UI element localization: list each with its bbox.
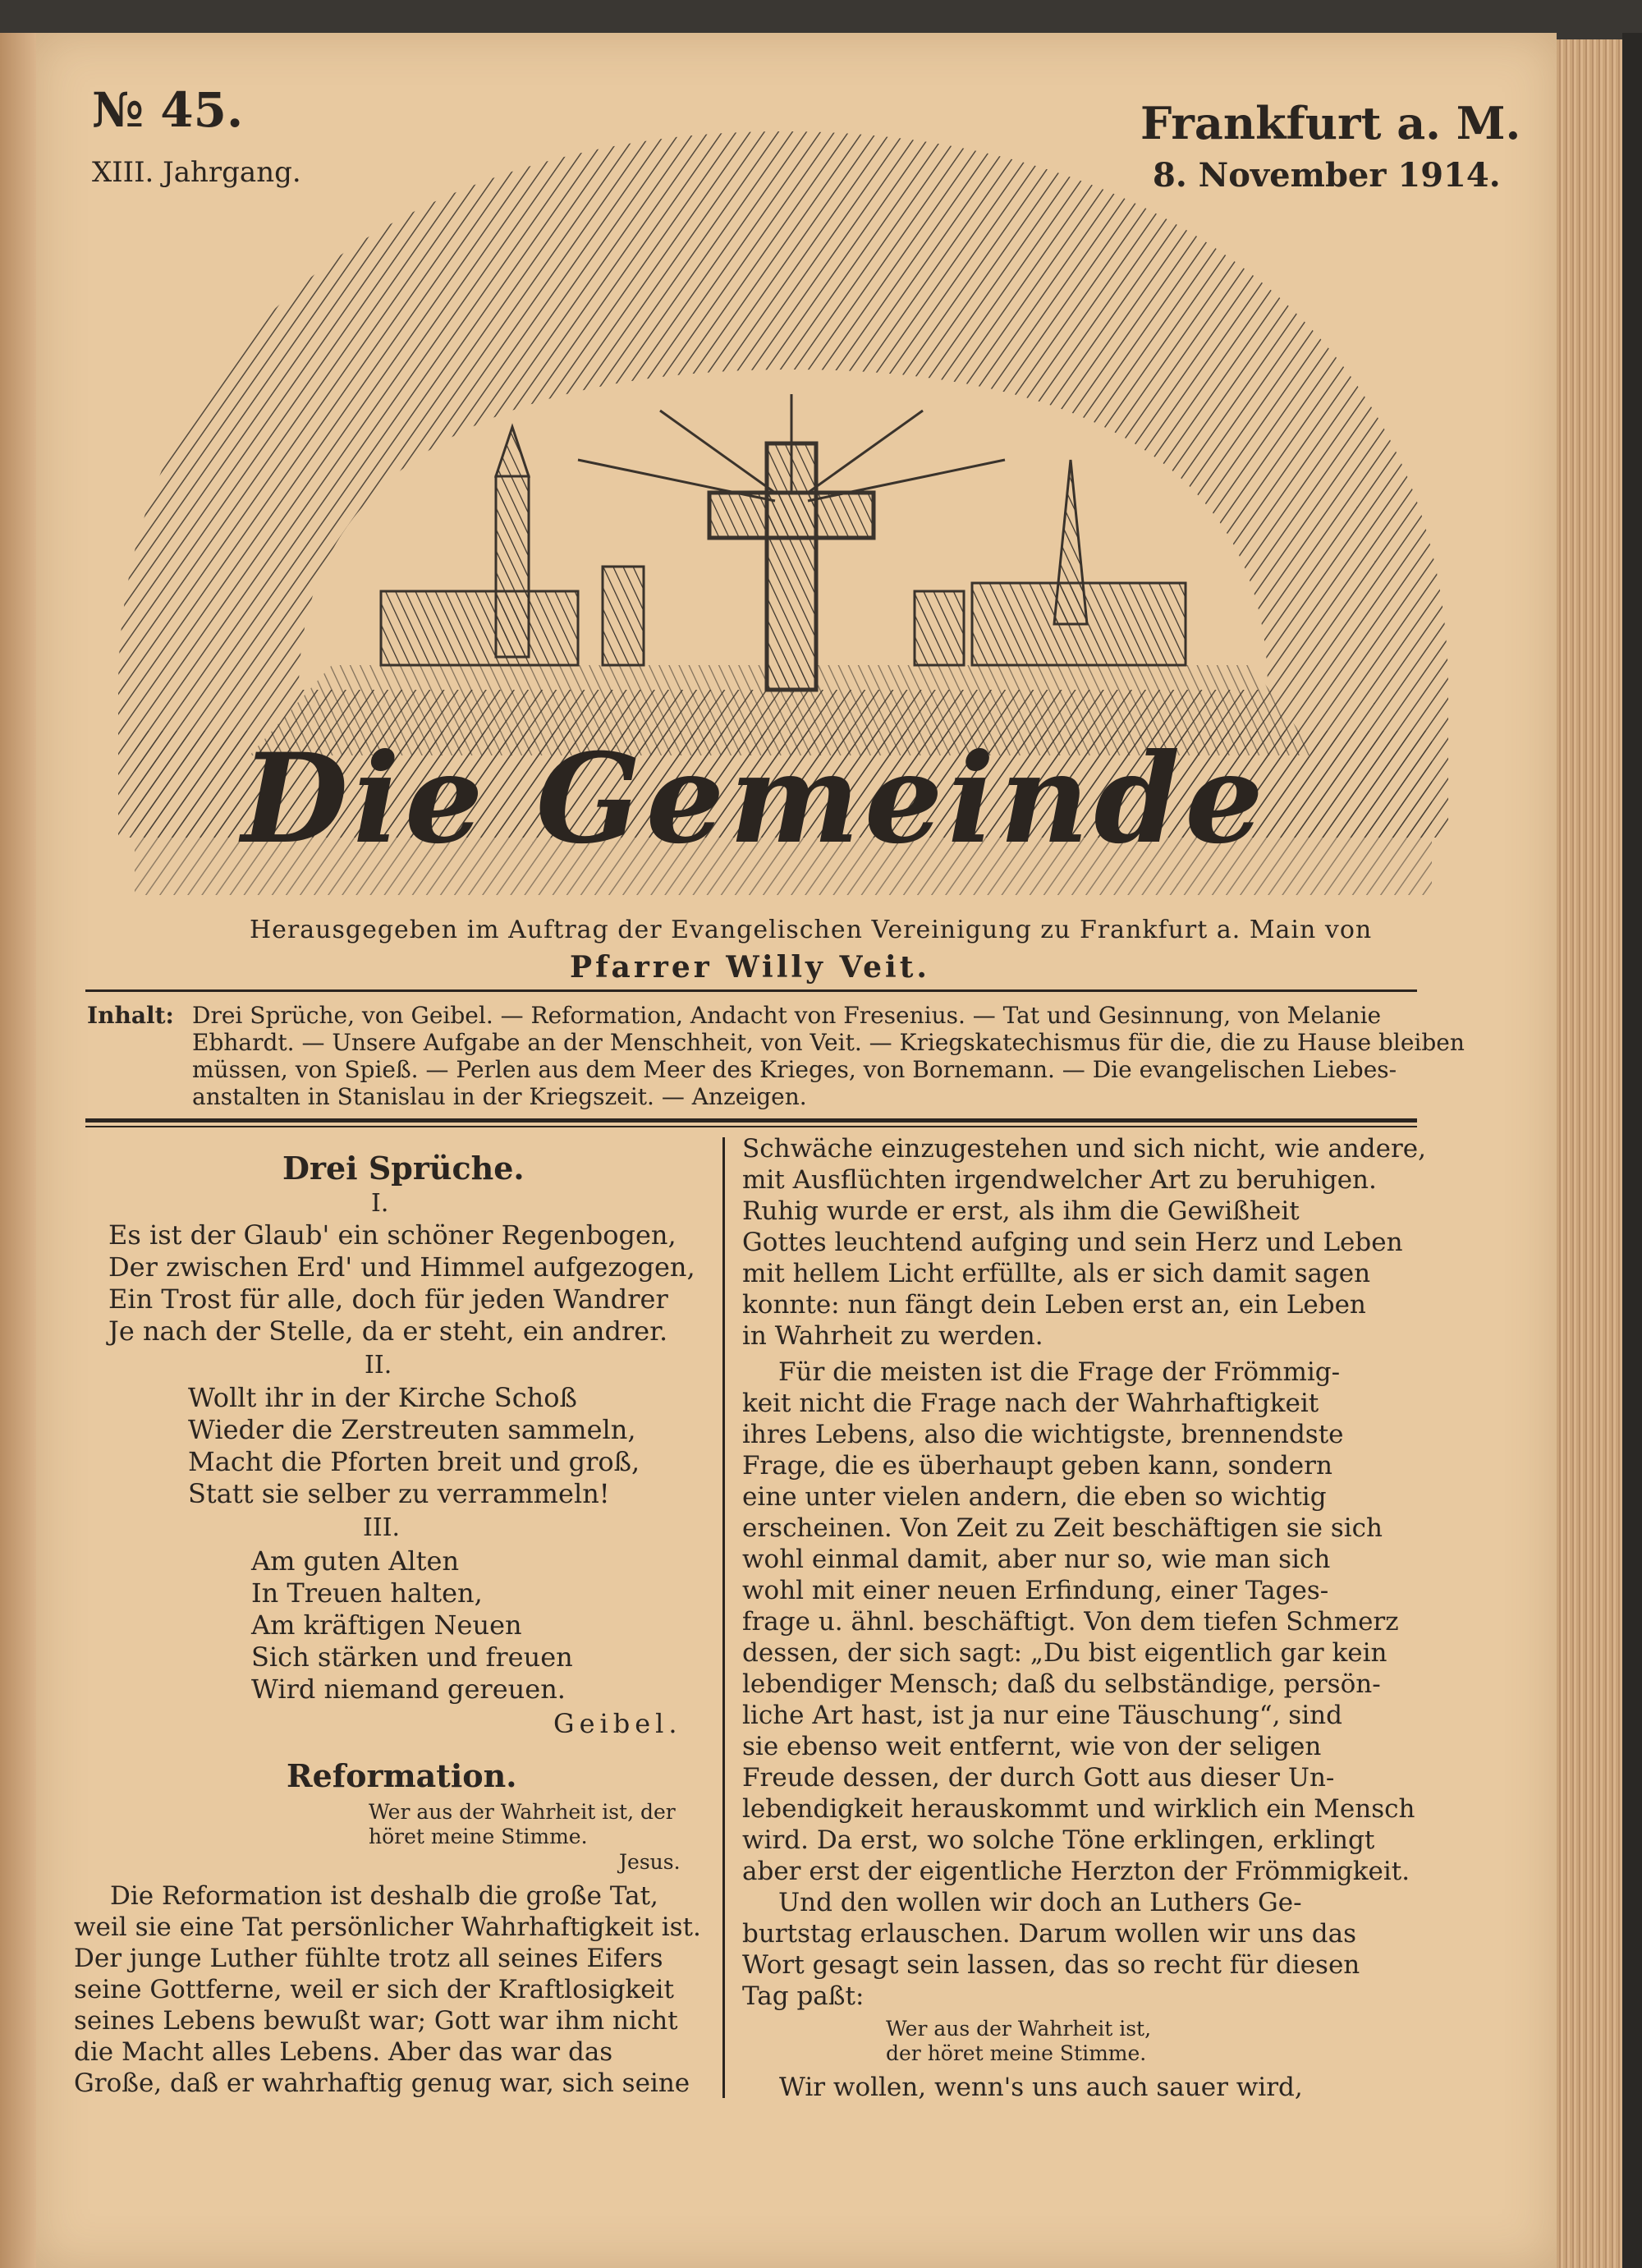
poem-author: Geibel. [553,1708,682,1739]
rule-double-2 [85,1126,1417,1127]
rule-double-1 [85,1118,1417,1123]
poem-line: Wollt ihr in der Kirche Schoß [188,1382,577,1413]
poem-line: Macht die Pforten breit und groß, [188,1446,640,1477]
text-line: Wort gesagt sein lassen, das so recht für diesen [742,1950,1360,1980]
text-line: dessen, der sich sagt: „Du bist eigentlich gar kein [742,1638,1387,1668]
text-line: wohl einmal damit, aber nur so, wie man sich [742,1545,1331,1574]
poem-line: Wieder die Zerstreuten sammeln, [188,1414,636,1445]
text-line: Schwäche einzugestehen und sich nicht, wie andere, [742,1134,1426,1164]
text-line: aber erst der eigentliche Herzton der Frömmigkeit. [742,1857,1410,1886]
contents-line: anstalten in Stanislau in der Kriegszeit. — Anzeigen. [192,1083,807,1110]
poem-line: Der zwischen Erd' und Himmel aufgezogen, [108,1251,695,1283]
column-divider [722,1137,725,2098]
text-line: Frage, die es überhaupt geben kann, sondern [742,1451,1332,1481]
text-line: Für die meisten ist die Frage der Frömmig- [778,1357,1341,1387]
text-line: Die Reformation ist deshalb die große Tat, [110,1881,658,1911]
poem-line: Am guten Alten [251,1545,460,1577]
last-line: Wir wollen, wenn's uns auch sauer wird, [779,2073,1303,2102]
text-line: ihres Lebens, also die wichtigste, brennendste [742,1420,1344,1449]
reformation-title: Reformation. [287,1757,517,1794]
text-line: in Wahrheit zu werden. [742,1321,1043,1351]
reformation-right-para-2 [742,1357,1415,1887]
text-line: Ruhig wurde er erst, als ihm die Gewißheit [742,1196,1300,1226]
page-stack-edges [1557,39,1622,2268]
poem-stanza-3 [251,1545,573,1706]
text-line: liche Art hast, ist ja nur eine Täuschung“, sind [742,1701,1342,1730]
poem-stanza-2 [188,1382,640,1510]
quote-line: der höret meine Stimme. [886,2041,1147,2065]
poem-stanza-1 [108,1219,695,1347]
text-line: burtstag erlauschen. Darum wollen wir uns das [742,1919,1357,1949]
text-line: seines Lebens bewußt war; Gott war ihm nicht [74,2006,678,2036]
text-line: Und den wollen wir doch an Luthers Ge- [778,1888,1302,1917]
masthead-title: Die Gemeinde [241,727,1268,871]
poem-line: Statt sie selber zu verrammeln! [188,1478,610,1509]
text-line: die Macht alles Lebens. Aber das war das [74,2037,613,2067]
issue-number: № 45. [92,82,244,138]
text-line: erscheinen. Von Zeit zu Zeit beschäftigen sie sich [742,1513,1383,1543]
text-line: seine Gottferne, weil er sich der Kraftlosigkeit [74,1975,674,2004]
epigraph-source: Jesus. [619,1850,681,1874]
poem-numeral-3: III. [363,1513,401,1542]
quote-block [886,2017,1151,2066]
text-line: mit hellem Licht erfüllte, als er sich damit sagen [742,1259,1371,1288]
newspaper-page [36,33,1557,2268]
text-line: Gottes leuchtend aufging und sein Herz und Leben [742,1228,1403,1257]
text-line: wohl mit einer neuen Erfindung, einer Tages- [742,1576,1329,1605]
text-line: Der junge Luther fühlte trotz all seines Eifers [74,1944,663,1973]
text-line: mit Ausflüchten irgendwelcher Art zu beruhigen. [742,1165,1377,1195]
text-line: sie ebenso weit entfernt, wie von der seligen [742,1732,1322,1761]
contents-line: Ebhardt. — Unsere Aufgabe an der Menschheit, von Veit. — Kriegskatechismus für die, die zu Hause bleiben [192,1029,1465,1056]
text-line: keit nicht die Frage nach der Wahrhaftigkeit [742,1389,1319,1418]
publisher-line: Herausgegeben im Auftrag der Evangelischen Vereinigung zu Frankfurt a. Main von [250,916,1373,944]
reformation-right-para-3 [742,1887,1360,2012]
text-line: eine unter vielen andern, die eben so wichtig [742,1482,1327,1512]
quote-line: Wer aus der Wahrheit ist, [886,2017,1152,2041]
city-label: Frankfurt a. M. [1140,97,1521,149]
text-line: konnte: nun fängt dein Leben erst an, ein Leben [742,1290,1366,1320]
rule-top [85,989,1417,992]
contents-line: Drei Sprüche, von Geibel. — Reformation, Andacht von Fresenius. — Tat und Gesinnung, von Melanie [192,1002,1382,1029]
poem-line: Sich stärken und freuen [251,1641,573,1673]
poem-line: Es ist der Glaub' ein schöner Regenbogen, [108,1219,677,1251]
volume-label: XIII. Jahrgang. [92,156,301,189]
text-line: Große, daß er wahrhaftig genug war, sich seine [74,2068,690,2098]
epigraph-line: Wer aus der Wahrheit ist, der [369,1800,676,1824]
contents-label: Inhalt: [87,1002,174,1029]
poem-numeral-1: I. [371,1189,389,1218]
epigraph [369,1800,676,1849]
text-line: Freude dessen, der durch Gott aus dieser Un- [742,1763,1335,1793]
poem-line: Am kräftigen Neuen [251,1609,522,1641]
reformation-right-para-1 [742,1133,1426,1352]
poem-line: Je nach der Stelle, da er steht, ein andrer. [108,1315,668,1347]
contents-list [192,1002,1465,1110]
text-line: lebendiger Mensch; daß du selbständige, persön- [742,1669,1381,1699]
poem-title: Drei Sprüche. [282,1150,525,1187]
poem-line: In Treuen halten, [251,1577,483,1609]
book-spine [1622,33,1642,2268]
poem-line: Wird niemand gereuen. [251,1673,566,1705]
contents-line: müssen, von Spieß. — Perlen aus dem Meer des Krieges, von Bornemann. — Die evangelischen Liebes- [192,1056,1397,1083]
facing-page-edge [0,33,36,2268]
text-line: wird. Da erst, wo solche Töne erklingen, erklingt [742,1825,1375,1855]
text-line: weil sie eine Tat persönlicher Wahrhaftigkeit ist. [74,1912,701,1942]
poem-line: Ein Trost für alle, doch für jeden Wandrer [108,1283,668,1315]
date-label: 8. November 1914. [1153,156,1501,195]
text-line: Tag paßt: [742,1981,865,2011]
editor-name: Pfarrer Willy Veit. [570,950,930,985]
text-line: lebendigkeit herauskommt und wirklich ein Mensch [742,1794,1415,1824]
poem-numeral-2: II. [365,1351,392,1380]
epigraph-line: höret meine Stimme. [369,1825,588,1848]
text-line: frage u. ähnl. beschäftigt. Von dem tiefen Schmerz [742,1607,1399,1637]
reformation-left-text [74,1880,701,2099]
